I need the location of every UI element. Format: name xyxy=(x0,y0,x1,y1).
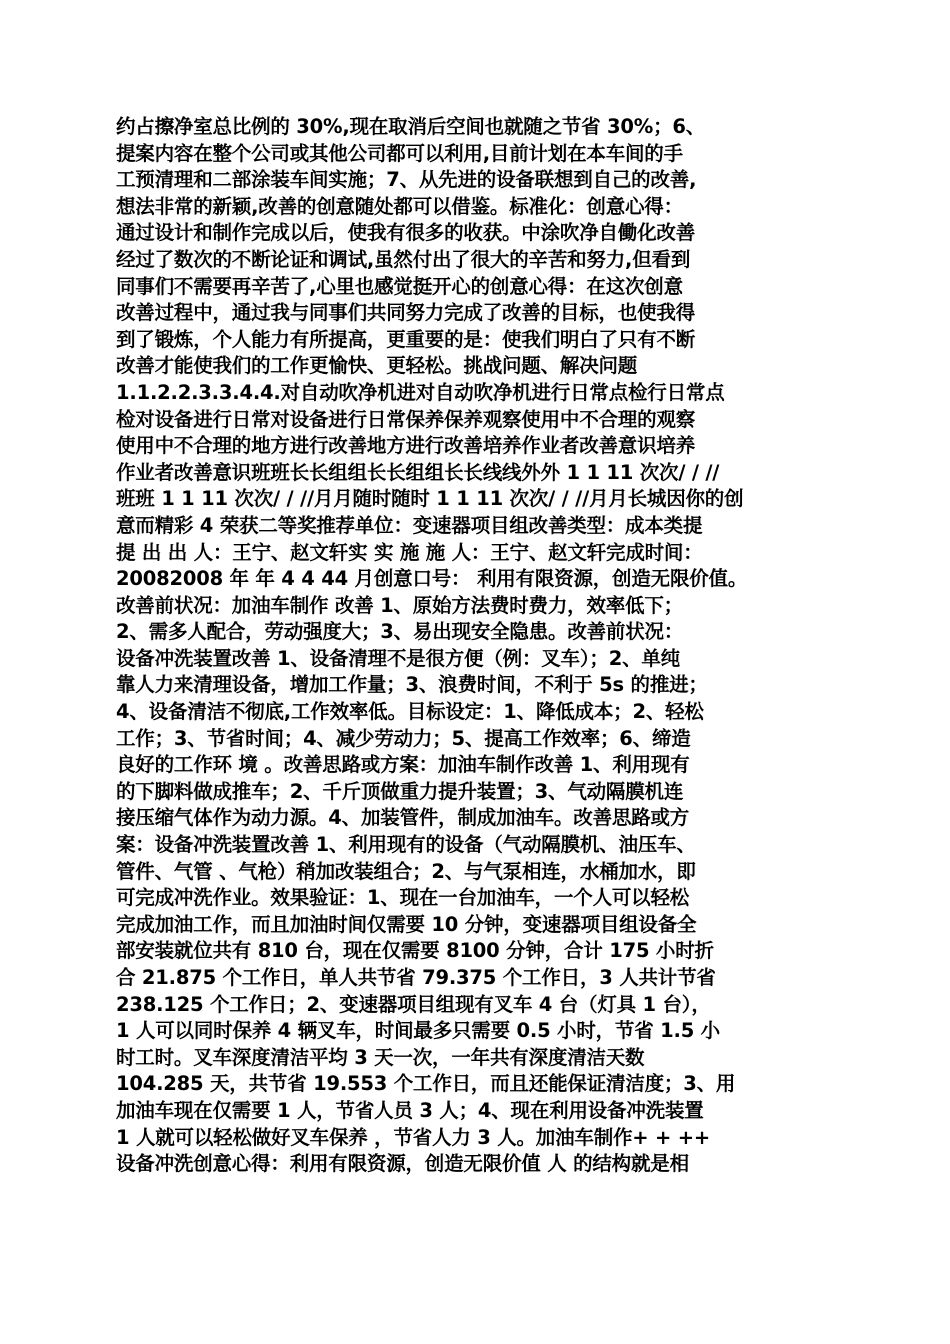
text-line: 工预清理和二部涂装车间实施；7、从先进的设备联想到自己的改善, xyxy=(116,168,697,192)
text-line: 时工时。叉车深度清洁平均 3 天一次，一年共有深度清洁天数 xyxy=(116,1045,645,1069)
text-line: 238.125 个工作日；2、变速器项目组现有叉车 4 台（灯具 1 台）， xyxy=(116,992,711,1016)
text-line: 作业者改善意识班班长长组组长长组组长长线线外外 1 1 11 次次/ / // xyxy=(116,460,720,484)
text-line: 工作；3、节省时间；4、减少劳动力；5、提高工作效率；6、缔造 xyxy=(116,726,691,750)
text-line: 检对设备进行日常对设备进行日常保养保养观察使用中不合理的观察 xyxy=(116,407,696,431)
text-line: 改善过程中，通过我与同事们共同努力完成了改善的目标，也使我得 xyxy=(116,301,696,325)
text-line: 设备冲洗装置改善 1、设备清理不是很方便（例：叉车）；2、单纯 xyxy=(116,646,680,670)
text-line: 意而精彩 4 荣获二等奖推荐单位：变速器项目组改善类型：成本类提 xyxy=(116,513,703,537)
text-line: 设备冲洗创意心得：利用有限资源，创造无限价值 人 的结构就是相 xyxy=(116,1152,689,1176)
text-line: 改善前状况：加油车制作 改善 1、原始方法费时费力，效率低下； xyxy=(116,593,683,617)
text-line: 改善才能使我们的工作更愉快、更轻松。挑战问题、解决问题 xyxy=(116,354,638,378)
text-line: 班班 1 1 11 次次/ / //月月随时随时 1 1 11 次次/ / //月月长城因你的创 xyxy=(116,487,744,511)
text-line: 到了锻炼，个人能力有所提高，更重要的是：使我们明白了只有不断 xyxy=(116,327,696,351)
text-line: 104.285 天，共节省 19.553 个工作日，而且还能保证清洁度；3、用 xyxy=(116,1072,736,1096)
text-line: 管件、气管 、气枪）稍加改装组合；2、与气泵相连，水桶加水，即 xyxy=(116,859,696,883)
text-line: 2、需多人配合，劳动强度大；3、易出现安全隐患。改善前状况： xyxy=(116,620,684,644)
text-line: 1 人可以同时保养 4 辆叉车，时间最多只需要 0.5 小时，节省 1.5 小 xyxy=(116,1019,720,1043)
text-line: 约占擦净室总比例的 30%,现在取消后空间也就随之节省 30%；6、 xyxy=(116,115,706,138)
text-line: 提案内容在整个公司或其他公司都可以利用,目前计划在本车间的手 xyxy=(116,141,683,165)
text-line: 提 出 出 人：王宁、赵文轩实 实 施 施 人：王宁、赵文轩完成时间： xyxy=(116,540,703,564)
text-line: 1 人就可以轻松做好叉车保养 ，节省人力 3 人。加油车制作+ + ++ xyxy=(116,1125,711,1149)
text-line: 经过了数次的不断论证和调试,虽然付出了很大的辛苦和努力,但看到 xyxy=(116,247,691,271)
document-body xyxy=(116,114,842,1178)
text-line: 20082008 年 年 4 4 44 月创意口号： 利用有限资源，创造无限价值。 xyxy=(116,567,748,591)
text-line: 使用中不合理的地方进行改善地方进行改善培养作业者改善意识培养 xyxy=(116,434,696,458)
text-line: 1.1.2.2.3.3.4.4.对自动吹净机进对自动吹净机进行日常点检行日常点 xyxy=(116,380,725,404)
text-line: 的下脚料做成推车；2、千斤顶做重力提升装置；3、气动隔膜机连 xyxy=(116,779,684,803)
text-line: 靠人力来清理设备，增加工作量；3、浪费时间，不利于 5s 的推进； xyxy=(116,673,708,697)
text-line: 同事们不需要再辛苦了,心里也感觉挺开心的创意心得：在这次创意 xyxy=(116,274,683,298)
text-line: 4、设备清洁不彻底,工作效率低。目标设定：1、降低成本；2、轻松 xyxy=(116,700,704,724)
text-line: 可完成冲洗作业。效果验证：1、现在一台加油车，一个人可以轻松 xyxy=(116,886,690,910)
text-line: 接压缩气体作为动力源。4、加装管件，制成加油车。改善思路或方 xyxy=(116,806,690,830)
text-line: 合 21.875 个工作日，单人共节省 79.375 个工作日，3 人共计节省 xyxy=(116,966,716,989)
text-line: 案：设备冲洗装置改善 1、利用现有的设备（气动隔膜机、油压车、 xyxy=(116,833,696,857)
text-line: 通过设计和制作完成以后，使我有很多的收获。中涂吹净自働化改善 xyxy=(116,221,696,245)
text-line: 良好的工作环 境 。改善思路或方案：加油车制作改善 1、利用现有 xyxy=(116,753,690,777)
text-line: 加油车现在仅需要 1 人，节省人员 3 人；4、现在利用设备冲洗装置 xyxy=(116,1098,704,1122)
text-line: 完成加油工作，而且加油时间仅需要 10 分钟，变速器项目组设备全 xyxy=(116,912,697,936)
text-line: 部安装就位共有 810 台，现在仅需要 8100 分钟，合计 175 小时折 xyxy=(116,939,714,963)
text-line: 想法非常的新颖,改善的创意随处都可以借鉴。标准化：创意心得： xyxy=(116,194,683,218)
